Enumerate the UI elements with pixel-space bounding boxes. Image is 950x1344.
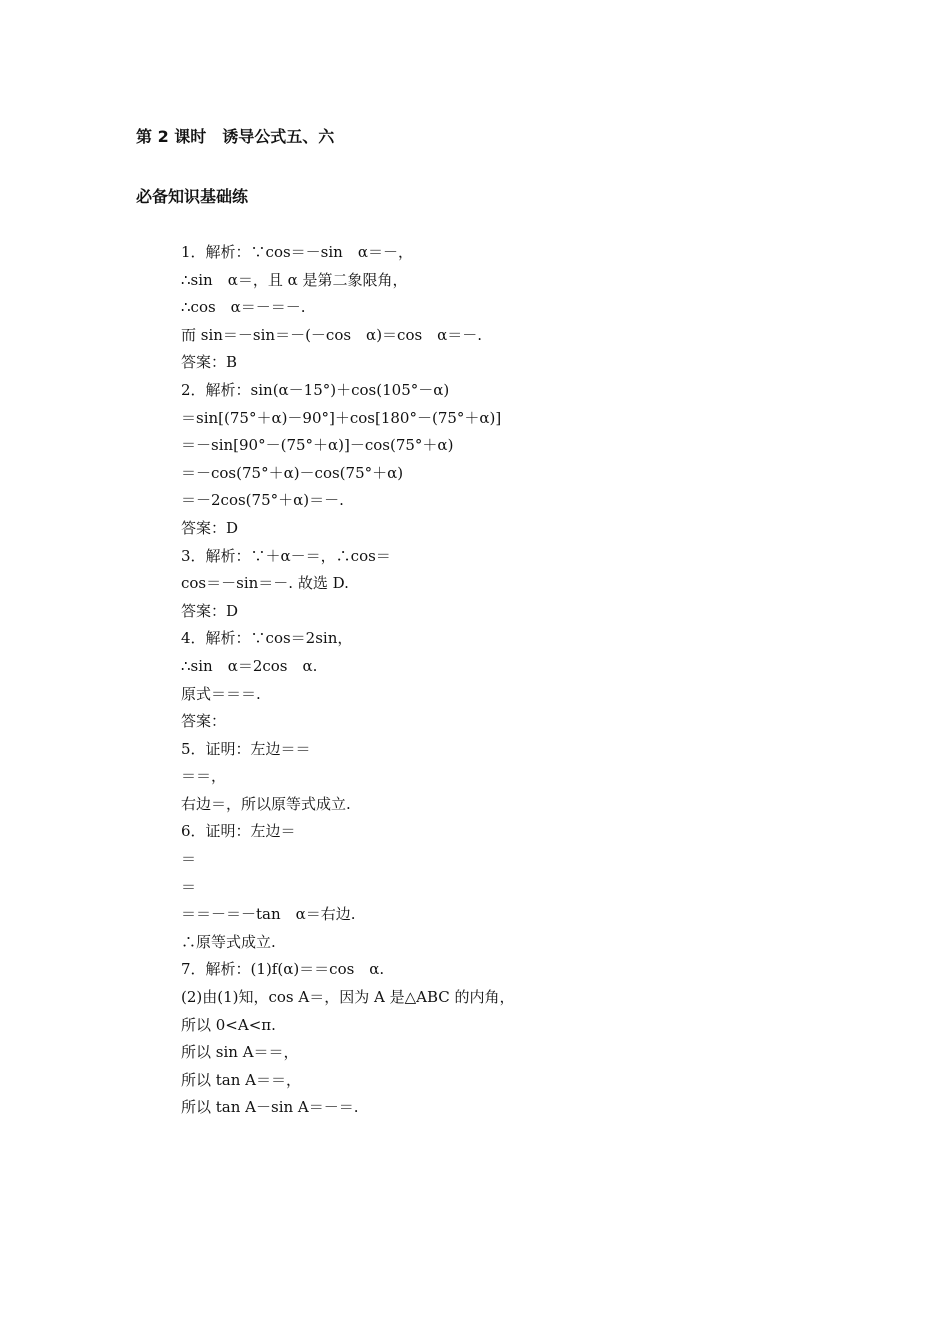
solution-line: ＝－sin[90°－(75°＋α)]－cos(75°＋α): [181, 436, 454, 455]
solution-line: ∴sin α＝，且 α 是第二象限角，: [181, 270, 408, 289]
solution-text: [181, 239, 881, 1122]
answer-line: 答案：: [181, 712, 227, 731]
proof-line: ∴原等式成立.: [181, 932, 276, 951]
proof-line: ＝＝－＝－tan α＝右边.: [181, 905, 356, 924]
proof-line: 右边＝，所以原等式成立.: [181, 794, 351, 813]
solution-line: 所以 sin A＝＝，: [181, 1043, 299, 1062]
solution-line: ＝sin[(75°＋α)－90°]＋cos[180°－(75°＋α)]: [181, 408, 502, 427]
solution-line: ＝－cos(75°＋α)－cos(75°＋α): [181, 463, 404, 482]
solution-line: 而 sin＝－sin＝－(－cos α)＝cos α＝－.: [181, 325, 483, 344]
answer-line: 答案：B: [181, 353, 238, 372]
solution-line: ∴sin α＝2cos α.: [181, 656, 318, 675]
solution-line: 3．解析：∵＋α－＝，∴cos＝: [181, 546, 391, 565]
answer-line: 答案：D: [181, 518, 239, 537]
answer-line: 答案：D: [181, 601, 239, 620]
proof-line: ＝＝，: [181, 767, 227, 786]
proof-line: 5．证明：左边＝＝: [181, 739, 311, 758]
solution-line: ＝－2cos(75°＋α)＝－.: [181, 491, 344, 510]
section-heading: 必备知识基础练: [136, 187, 249, 206]
solution-line: 所以 tan A＝＝，: [181, 1070, 302, 1089]
solution-line: 原式＝＝＝.: [181, 684, 261, 703]
solution-line: 所以 tan A－sin A＝－＝.: [181, 1098, 359, 1117]
solution-line: 4．解析：∵cos＝2sin，: [181, 629, 353, 648]
solution-line: 2．解析：sin(α－15°)＋cos(105°－α): [181, 380, 450, 399]
solution-line: 所以 0<A<π.: [181, 1015, 276, 1034]
lesson-title: 第 2 课时 诱导公式五、六: [136, 127, 335, 146]
solution-line: 7．解析：(1)f(α)＝＝cos α.: [181, 960, 385, 979]
proof-line: ＝: [181, 877, 197, 896]
proof-line: 6．证明：左边＝: [181, 822, 296, 841]
proof-line: ＝: [181, 850, 197, 869]
solution-line: ∴cos α＝－＝－.: [181, 298, 306, 317]
solution-line: 1．解析：∵cos＝－sin α＝－，: [181, 243, 413, 261]
solution-line: cos＝－sin＝－. 故选 D.: [181, 574, 349, 593]
solution-line: (2)由(1)知，cos A＝，因为 A 是△ABC 的内角，: [181, 988, 515, 1007]
